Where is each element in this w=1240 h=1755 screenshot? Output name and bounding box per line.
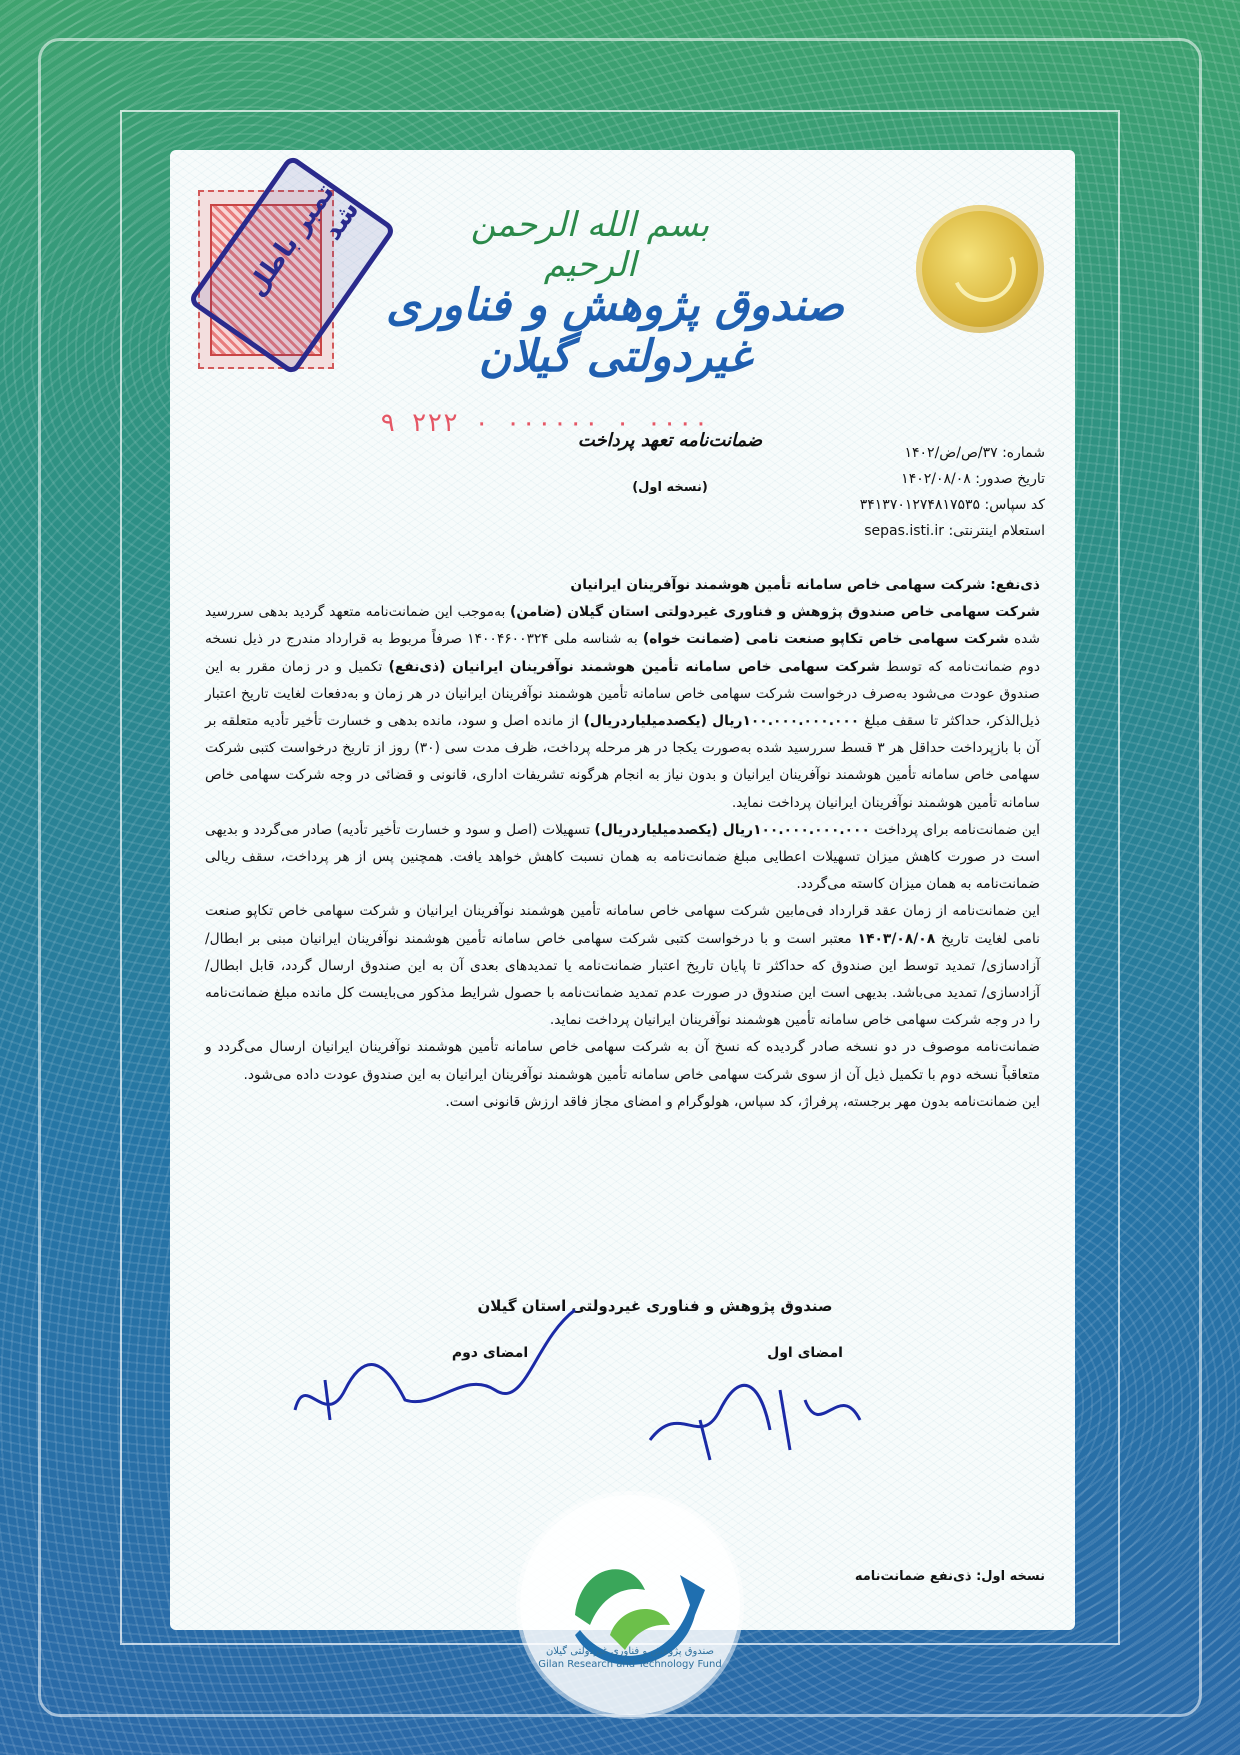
first-signature <box>640 1360 880 1470</box>
inquiry-link[interactable]: sepas.isti.ir <box>864 523 944 539</box>
second-signature <box>285 1300 585 1440</box>
guarantee-body <box>205 572 1040 1116</box>
paragraph-2: این ضمانت‌نامه برای پرداخت ۱۰۰.۰۰۰.۰۰۰.۰۰۰ریال (یکصدمیلیاردریال) تسهیلات (اصل و سود و خسارت تأخیر تأدیه) صادر می‌گردد و بدیهی است در صورت کاهش میزان تسهیلات اعطایی مبلغ ضمانت‌نامه به همان نسبت کاهش خواهد یافت. همچنین پس از هر پرداخت، سقف ریالی ضمانت‌نامه به همان میزان کاسته می‌گردد. <box>205 821 1040 893</box>
logo-caption-fa: صندوق پژوهش و فناوری غیردولتی گیلان <box>545 1646 715 1657</box>
cancellation-stamp: تمبر باطل شد <box>187 154 397 376</box>
beneficiary-line: ذی‌نفع: شرکت سهامی خاص سامانه تأمین هوشمند نوآفرینان ایرانیان <box>570 577 1040 593</box>
sepas-code: کد سپاس: ۳۴۱۳۷۰۱۲۷۴۸۱۷۵۳۵ <box>859 497 1045 513</box>
signature-organization: صندوق پژوهش و فناوری غیردولتی استان گیلان <box>477 1297 833 1315</box>
paragraph-4: ضمانت‌نامه موصوف در دو نسخه صادر گردیده که نسخ آن به شرکت سهامی خاص سامانه تأمین هوشمند نوآفرینان ایرانیان ارسال می‌گردد و متعاقباً نسخه دوم با تکمیل ذیل آن از سوی شرکت سهامی خاص سامانه تأمین هوشمند نوآفرینان ایرانیان به این صندوق عودت داده می‌شود. <box>205 1039 1040 1083</box>
copy-note: نسخه اول: ذی‌نفع ضمانت‌نامه <box>854 1569 1045 1584</box>
organization-title: صندوق پژوهش و فناوری غیردولتی گیلان <box>385 280 845 382</box>
second-signature-label: امضای دوم <box>451 1345 529 1361</box>
fund-logo <box>520 1495 740 1715</box>
copy-label: (نسخه اول) <box>632 480 708 495</box>
logo-caption-en: Gilan Research and Technology Fund <box>538 1659 722 1670</box>
document-title: ضمانت‌نامه تعهد پرداخت <box>577 430 763 451</box>
document-number: شماره: ۳۷/ص/ض/۱۴۰۲ <box>904 445 1045 461</box>
leaf-logo-icon <box>520 1495 740 1715</box>
inquiry-label: استعلام اینترنتی: <box>948 523 1045 539</box>
logo-caption <box>530 1645 730 1671</box>
bismillah-heading: بسم الله الرحمن الرحیم <box>470 205 710 285</box>
first-signature-label: امضای اول <box>767 1345 843 1361</box>
perforated-serial: ۹ ۲۲۲ ۰ ۰۰۰۰۰۰ ۰ ۰۰۰۰ <box>380 408 709 438</box>
paragraph-3: این ضمانت‌نامه از زمان عقد قرارداد فی‌مابین شرکت سهامی خاص سامانه تأمین هوشمند نوآفرینان ایرانیان و شرکت سهامی خاص تکاپو صنعت نامی لغایت تاریخ ۱۴۰۳/۰۸/۰۸ معتبر است و با درخواست کتبی شرکت سهامی خاص سامانه تأمین هوشمند نوآفرینان ایرانیان مبنی بر ابطال/ آزادسازی/ تمدید توسط این صندوق که حداکثر تا پایان تاریخ اعتبار ضمانت‌نامه یا تمدیدهای بعدی آن به این صندوق ارسال گردد، قابل ابطال/ آزادسازی/ تمدید می‌باشد. بدیهی است این صندوق در صورت عدم تمدید ضمانت‌نامه با حصول شرایط مذکور می‌بایست کل مانده مبلغ ضمانت‌نامه را در وجه شرکت سهامی خاص سامانه تأمین هوشمند نوآفرینان ایرانیان پرداخت نماید. <box>205 903 1040 1029</box>
online-inquiry <box>725 518 1045 544</box>
issue-date: تاریخ صدور: ۱۴۰۲/۰۸/۰۸ <box>901 471 1045 487</box>
paragraph-5: این ضمانت‌نامه بدون مهر برجسته، پرفراژ، کد سپاس، هولوگرام و امضای مجاز فاقد ارزش قانونی است. <box>445 1093 1040 1110</box>
document-meta <box>725 440 1045 544</box>
paragraph-1: شرکت سهامی خاص صندوق پژوهش و فناوری غیردولتی استان گیلان (ضامن) به‌موجب این ضمانت‌نامه متعهد گردید بدهی سررسید شده شرکت سهامی خاص تکاپو صنعت نامی (ضمانت خواه) به شناسه ملی ۱۴۰۰۴۶۰۰۳۲۴ صرفاً مربوط به قرارداد مندرج در ذیل نسخه دوم ضمانت‌نامه که توسط شرکت سهامی خاص سامانه تأمین هوشمند نوآفرینان ایرانیان (ذی‌نفع) تکمیل و در زمان مقرر به این صندوق عودت می‌شود به‌صرف درخواست شرکت سهامی خاص سامانه تأمین هوشمند نوآفرینان ایرانیان در هر زمان و به‌دفعات لغایت تاریخ اعتبار ذیل‌الذکر، حداکثر تا سقف مبلغ ۱۰۰.۰۰۰.۰۰۰.۰۰۰ریال (یکصدمیلیاردریال) از مانده اصل و سود، مانده بدهی و خسارت تأخیر تأدیه متعلقه بر آن با بازپرداخت حداقل هر ۳ قسط سررسید شده به‌صورت یکجا در هر مرحله پرداخت، ظرف مدت سی (۳۰) روز از تاریخ درخواست کتبی شرکت سهامی خاص سامانه تأمین هوشمند نوآفرینان ایرانیان و بدون نیاز به انجام هرگونه تشریفات اداری، قانونی و قضائی در وجه شرکت سهامی خاص سامانه تأمین هوشمند نوآفرینان ایرانیان پرداخت نماید. <box>205 604 1041 811</box>
